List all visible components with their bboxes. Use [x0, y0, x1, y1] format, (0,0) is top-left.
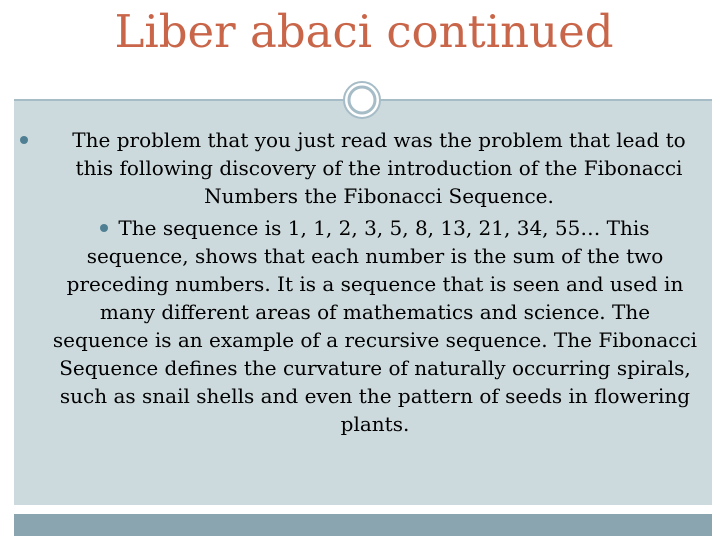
- footer-bar: [14, 514, 712, 536]
- bullet-text: The problem that you just read was the problem that lead to this following discovery of the introduction of the Fibonacci Numbers the Fibonacci Sequence.: [72, 128, 686, 208]
- bullet-dot-icon: [100, 224, 108, 232]
- slide-title: Liber abaci continued: [114, 5, 614, 58]
- bullet-item-level1: [14, 126, 712, 210]
- bullet-item-level2: [50, 214, 700, 438]
- bullet-text: The sequence is 1, 1, 2, 3, 5, 8, 13, 21, 34, 55… This sequence, shows that each number is the sum of the two preceding numbers. It is a sequence that is seen and used in many different areas of mathematics and science. The sequence is an example of a recursive sequence. The Fibonacci Sequence defines the curvature of naturally occurring spirals, such as snail shells and even the pattern of seeds in flowering plants.: [52, 216, 698, 436]
- slide-content: [14, 126, 712, 438]
- circle-ornament-icon: [342, 80, 382, 120]
- bullet-dot-icon: [20, 136, 28, 144]
